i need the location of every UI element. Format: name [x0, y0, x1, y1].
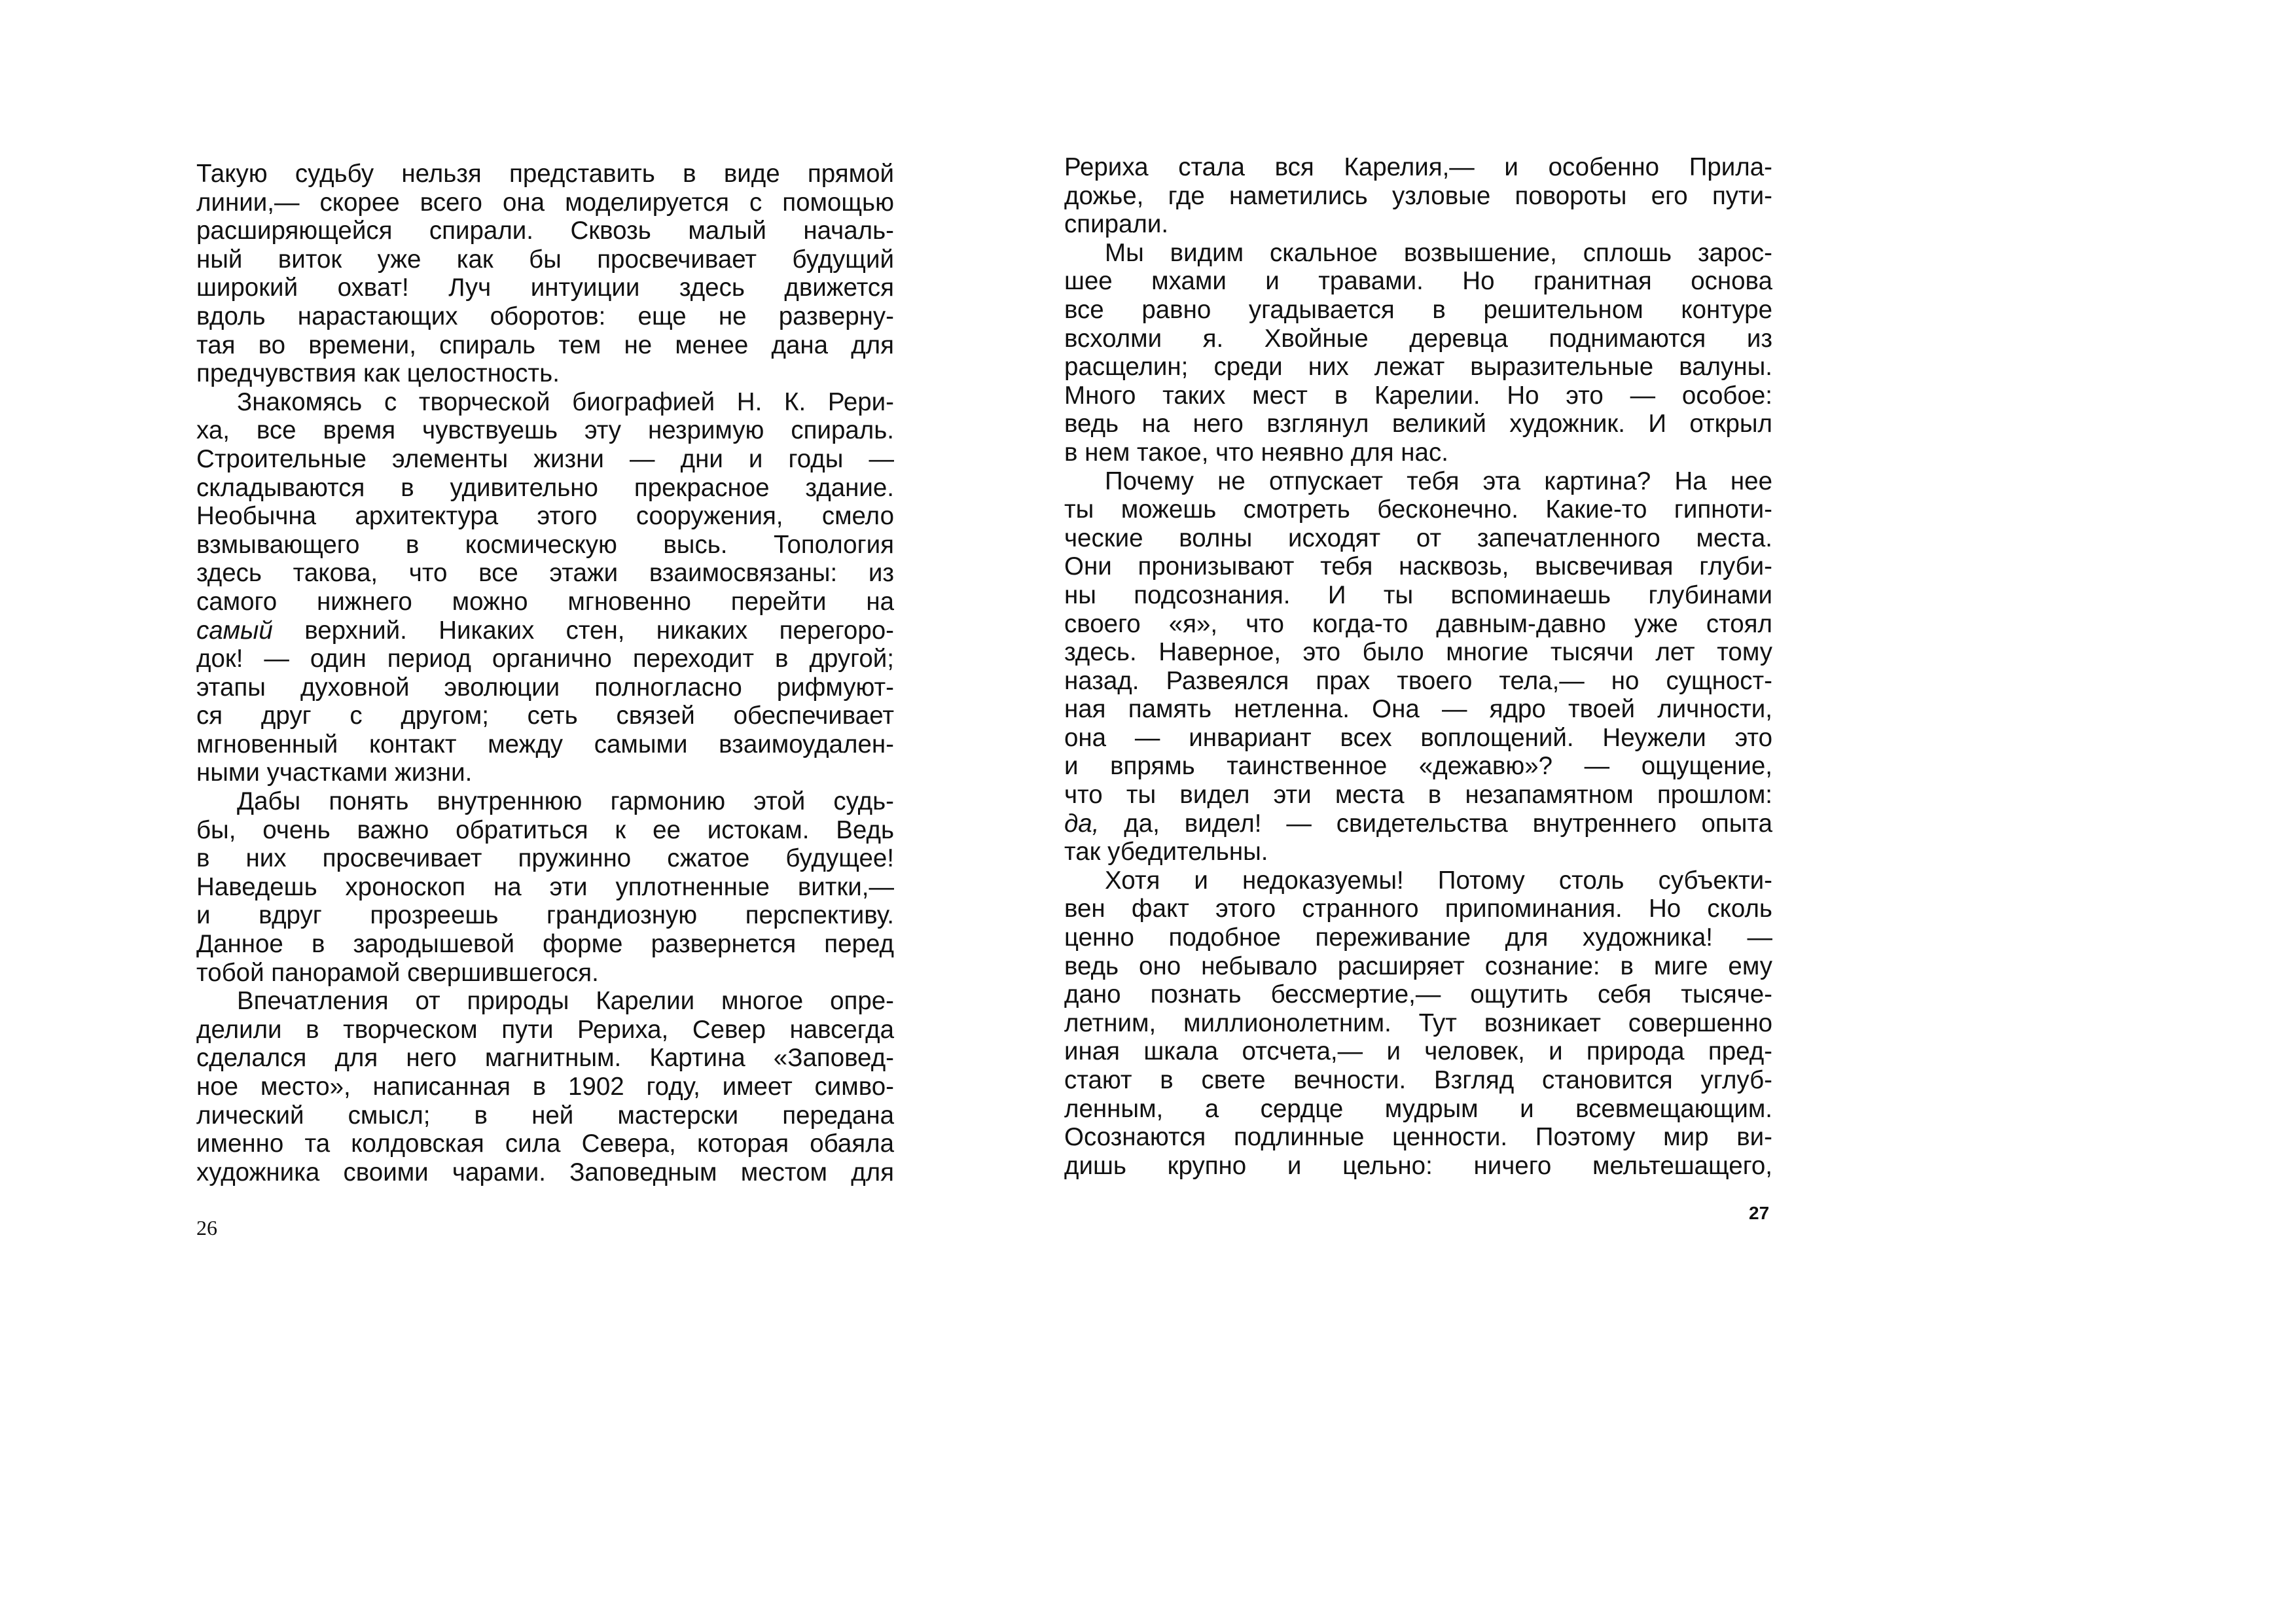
text-line: спирали. [1064, 210, 1169, 239]
text-line: широкий охват! Луч интуиции здесь движется [196, 274, 894, 302]
text-line: художника своими чарами. Заповедным местом для [196, 1158, 894, 1186]
text-line: Строительные элементы жизни — дни и годы — [196, 444, 894, 473]
text-line: ное место», написанная в 1902 году, имеет симво- [196, 1073, 894, 1101]
text-line: стают в свете вечности. Взгляд становится углуб- [1064, 1066, 1772, 1094]
text-line: Впечатления от природы Карелии многое опре- [237, 987, 894, 1016]
text-line: Рериха стала вся Карелия,— и особенно Прила- [1064, 153, 1772, 181]
text-line: мгновенный контакт между самыми взаимоудален- [196, 730, 894, 758]
text-line: дано познать бессмертие,— ощутить себя тысяче- [1064, 980, 1772, 1009]
text-line: все равно угадывается в решительном контуре [1064, 295, 1772, 324]
text-line: Дабы понять внутреннюю гармонию этой судь- [237, 787, 894, 816]
text-line: летним, миллионолетним. Тут возникает совершенно [1064, 1008, 1772, 1037]
text-line: Почему не отпускает тебя эта картина? На нее [1105, 467, 1772, 495]
text-line: Такую судьбу нельзя представить в виде прямой [196, 160, 894, 188]
text-line [196, 616, 894, 645]
left-page-text [196, 160, 894, 1186]
text-line: вдоль нарастающих оборотов: еще не разверну- [196, 302, 894, 330]
text-line: ведь на него взглянул великий художник. И открыл [1064, 410, 1772, 438]
text-line: ха, все время чувствуешь эту незримую спираль. [196, 416, 894, 445]
text-line: своего «я», что когда-то давным-давно уже стоял [1064, 609, 1772, 638]
text-line: назад. Развеялся прах твоего тела,— но сущност- [1064, 666, 1772, 695]
text-line: ными участками жизни. [196, 758, 473, 787]
text-line: Мы видим скальное возвышение, сплошь зарос- [1105, 238, 1772, 267]
text-line: Осознаются подлинные ценности. Поэтому мир ви- [1064, 1123, 1772, 1152]
text-line: расширяющейся спирали. Сквозь малый началь- [196, 217, 894, 245]
text-line: тобой панорамой свершившегося. [196, 958, 599, 987]
text-line: и впрямь таинственное «дежавю»? — ощущение, [1064, 752, 1772, 781]
text-line: самого нижнего можно мгновенно перейти на [196, 587, 894, 616]
text-line: Необычна архитектура этого сооружения, смело [196, 502, 894, 531]
text-line: взмывающего в космическую высь. Топология [196, 530, 894, 559]
text-line: всхолми я. Хвойные деревца поднимаются из [1064, 324, 1772, 353]
text-line: док! — один период органично переходит в другой; [196, 645, 894, 673]
text-line: Много таких мест в Карелии. Но это — особое: [1064, 381, 1772, 410]
text-line: ны подсознания. И ты вспоминаешь глубинами [1064, 580, 1772, 609]
text-line: шее мхами и травами. Но гранитная основа [1064, 267, 1772, 296]
text-line: здесь. Наверное, это было многие тысячи лет тому [1064, 638, 1772, 667]
text-line: Хотя и недоказуемы! Потому столь субъекти- [1105, 866, 1772, 895]
text-line: лический смысл; в ней мастерски передана [196, 1101, 894, 1130]
text-line: дожье, где наметились узловые повороты его пути- [1064, 181, 1772, 210]
text-line: ведь оно небывало расширяет сознание: в миге ему [1064, 952, 1772, 980]
text-line: в них просвечивает пружинно сжатое будущее! [196, 844, 894, 873]
text-line: ческие волны исходят от запечатленного места. [1064, 524, 1772, 552]
text-line: линии,— скорее всего она моделируется с помощью [196, 188, 894, 217]
text-line: тая во времени, спираль тем не менее дана для [196, 330, 894, 359]
italic-word: самый [196, 616, 273, 645]
text-line: ценно подобное переживание для художника! — [1064, 923, 1772, 952]
text-line: Наведешь хроноскоп на эти уплотненные витки,— [196, 872, 894, 901]
text-line: расщелин; среди них лежат выразительные валуны. [1064, 353, 1772, 382]
text-line: Они пронизывают тебя насквозь, высвечивая глуби- [1064, 552, 1772, 581]
text-line: складываются в удивительно прекрасное здание. [196, 473, 894, 502]
text-line: Знакомясь с творческой биографией Н. К. Рери- [237, 387, 894, 416]
page-number-right: 27 [1749, 1203, 1770, 1223]
text-line: она — инвариант всех воплощений. Неужели это [1064, 723, 1772, 752]
page-number-left: 26 [196, 1216, 217, 1240]
text-line: ный виток уже как бы просвечивает будущий [196, 245, 894, 274]
text-line: вен факт этого странного припоминания. Но сколь [1064, 895, 1772, 923]
italic-word: да, [1064, 809, 1100, 838]
text-line: сделался для него магнитным. Картина «Заповед- [196, 1044, 894, 1073]
text-line: что ты видел эти места в незапамятном прошлом: [1064, 781, 1772, 810]
text-line: здесь такова, что все этажи взаимосвязаны: из [196, 559, 894, 588]
text-line: предчувствия как целостность. [196, 359, 560, 388]
text-line-rest: да, видел! — свидетельства внутреннего опыта [1099, 809, 1772, 838]
text-line: делили в творческом пути Рериха, Север навсегда [196, 1015, 894, 1044]
text-line: бы, очень важно обратиться к ее истокам. Ведь [196, 815, 894, 844]
text-line: в нем такое, что неявно для нас. [1064, 438, 1448, 467]
text-line: иная шкала отсчета,— и человек, и природа пред- [1064, 1037, 1772, 1066]
text-line: ленным, а сердце мудрым и всевмещающим. [1064, 1094, 1772, 1123]
text-line: ная память нетленна. Она — ядро твоей личности, [1064, 695, 1772, 724]
text-line: именно та колдовская сила Севера, которая обаяла [196, 1130, 894, 1158]
text-line [1064, 810, 1772, 838]
text-line: ты можешь смотреть бесконечно. Какие-то гипноти- [1064, 495, 1772, 524]
text-line: ся друг с другом; сеть связей обеспечивает [196, 702, 894, 730]
text-line-rest: верхний. Никаких стен, никаких перегоро- [272, 616, 894, 645]
right-page-text [1064, 153, 1772, 1180]
text-line: так убедительны. [1064, 838, 1268, 866]
text-line: Данное в зародышевой форме развернется перед [196, 930, 894, 959]
text-line: дишь крупно и цельно: ничего мельтешащего, [1064, 1151, 1772, 1180]
text-line: этапы духовной эволюции полногласно рифмуют- [196, 673, 894, 702]
text-line: и вдруг прозреешь грандиозную перспективу. [196, 901, 894, 930]
